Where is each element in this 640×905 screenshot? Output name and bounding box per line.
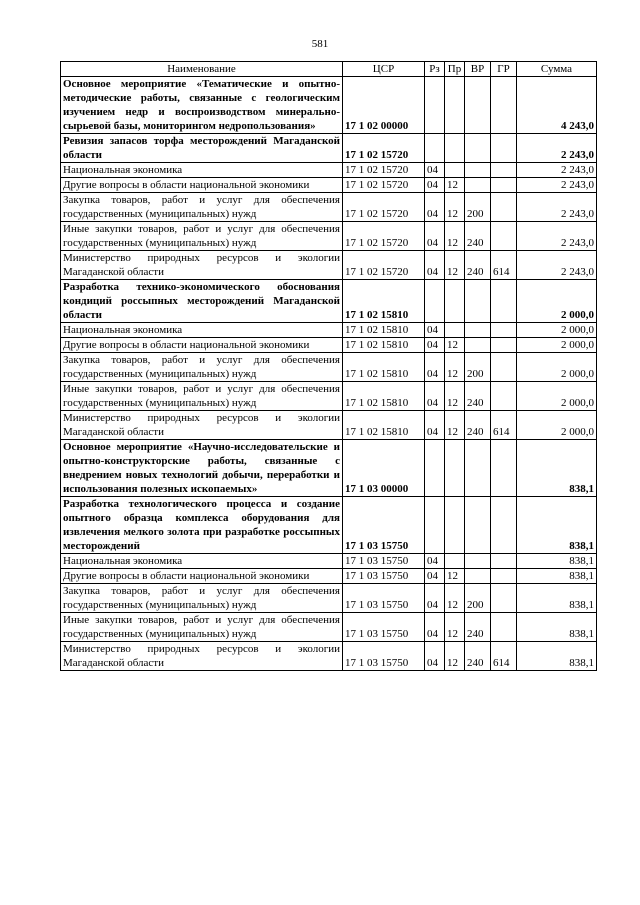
cell-name: Национальная экономика <box>61 554 343 569</box>
cell-pr <box>445 134 465 163</box>
cell-vr <box>465 163 491 178</box>
cell-name: Министерство природных ресурсов и экологии Магаданской области <box>61 411 343 440</box>
cell-sum: 2 243,0 <box>517 134 597 163</box>
cell-rz: 04 <box>425 569 445 584</box>
cell-name: Другие вопросы в области национальной экономики <box>61 338 343 353</box>
cell-sum: 2 243,0 <box>517 178 597 193</box>
cell-pr <box>445 323 465 338</box>
cell-gr: 614 <box>491 411 517 440</box>
cell-gr <box>491 178 517 193</box>
cell-csr: 17 1 02 00000 <box>343 77 425 134</box>
cell-vr: 240 <box>465 613 491 642</box>
cell-rz: 04 <box>425 163 445 178</box>
cell-rz <box>425 77 445 134</box>
cell-gr <box>491 163 517 178</box>
cell-gr <box>491 134 517 163</box>
cell-name: Иные закупки товаров, работ и услуг для обеспечения государственных (муниципальных) нужд <box>61 382 343 411</box>
cell-csr: 17 1 03 15750 <box>343 642 425 671</box>
page-number: 581 <box>311 38 329 50</box>
cell-sum: 838,1 <box>517 642 597 671</box>
cell-vr: 240 <box>465 222 491 251</box>
cell-rz: 04 <box>425 178 445 193</box>
cell-csr: 17 1 02 15810 <box>343 382 425 411</box>
cell-rz: 04 <box>425 222 445 251</box>
cell-gr <box>491 222 517 251</box>
cell-rz: 04 <box>425 338 445 353</box>
cell-csr: 17 1 03 15750 <box>343 497 425 554</box>
cell-csr: 17 1 02 15720 <box>343 163 425 178</box>
cell-sum: 2 000,0 <box>517 323 597 338</box>
cell-gr <box>491 77 517 134</box>
table-row <box>61 642 597 671</box>
cell-gr: 614 <box>491 251 517 280</box>
cell-csr: 17 1 02 15810 <box>343 338 425 353</box>
cell-csr: 17 1 02 15810 <box>343 353 425 382</box>
cell-gr <box>491 569 517 584</box>
cell-sum: 2 000,0 <box>517 353 597 382</box>
cell-pr <box>445 440 465 497</box>
cell-gr <box>491 382 517 411</box>
table-body <box>61 77 597 671</box>
cell-rz <box>425 280 445 323</box>
header-row <box>61 62 597 77</box>
header-sum: Сумма <box>517 62 597 77</box>
cell-vr: 200 <box>465 193 491 222</box>
table-row <box>61 163 597 178</box>
header-vr: ВР <box>465 62 491 77</box>
cell-gr <box>491 584 517 613</box>
cell-vr: 200 <box>465 584 491 613</box>
cell-vr <box>465 77 491 134</box>
cell-name: Основное мероприятие «Тематические и опытно-методические работы, связанные с геологическим изучением недр и воспроизводством минерально-сырьевой базы, мониторингом недропользования» <box>61 77 343 134</box>
cell-name: Министерство природных ресурсов и экологии Магаданской области <box>61 251 343 280</box>
cell-sum: 838,1 <box>517 584 597 613</box>
cell-pr: 12 <box>445 613 465 642</box>
table-row <box>61 251 597 280</box>
cell-gr <box>491 440 517 497</box>
table-row <box>61 222 597 251</box>
cell-gr <box>491 338 517 353</box>
cell-name: Ревизия запасов торфа месторождений Магаданской области <box>61 134 343 163</box>
cell-pr: 12 <box>445 338 465 353</box>
table-row <box>61 77 597 134</box>
header-name: Наименование <box>61 62 343 77</box>
cell-pr: 12 <box>445 222 465 251</box>
cell-rz: 04 <box>425 411 445 440</box>
cell-vr <box>465 323 491 338</box>
cell-rz <box>425 134 445 163</box>
cell-csr: 17 1 02 15720 <box>343 134 425 163</box>
cell-sum: 838,1 <box>517 569 597 584</box>
table-row <box>61 134 597 163</box>
cell-vr <box>465 440 491 497</box>
cell-rz <box>425 497 445 554</box>
cell-sum: 838,1 <box>517 497 597 554</box>
cell-name: Национальная экономика <box>61 163 343 178</box>
cell-pr <box>445 497 465 554</box>
cell-vr: 200 <box>465 353 491 382</box>
cell-name: Иные закупки товаров, работ и услуг для обеспечения государственных (муниципальных) нужд <box>61 613 343 642</box>
cell-sum: 2 000,0 <box>517 280 597 323</box>
cell-pr: 12 <box>445 382 465 411</box>
header-pr: Пр <box>445 62 465 77</box>
cell-rz: 04 <box>425 193 445 222</box>
cell-gr <box>491 193 517 222</box>
cell-csr: 17 1 03 00000 <box>343 440 425 497</box>
cell-gr <box>491 613 517 642</box>
cell-vr <box>465 134 491 163</box>
cell-sum: 4 243,0 <box>517 77 597 134</box>
table-row <box>61 382 597 411</box>
cell-pr <box>445 163 465 178</box>
cell-name: Министерство природных ресурсов и экологии Магаданской области <box>61 642 343 671</box>
cell-csr: 17 1 02 15720 <box>343 222 425 251</box>
cell-rz: 04 <box>425 353 445 382</box>
table-row <box>61 193 597 222</box>
cell-gr <box>491 280 517 323</box>
cell-name: Другие вопросы в области национальной экономики <box>61 569 343 584</box>
cell-vr <box>465 569 491 584</box>
cell-vr <box>465 554 491 569</box>
cell-csr: 17 1 02 15720 <box>343 193 425 222</box>
header-rz: Рз <box>425 62 445 77</box>
cell-csr: 17 1 02 15810 <box>343 411 425 440</box>
cell-name: Национальная экономика <box>61 323 343 338</box>
table-row <box>61 280 597 323</box>
cell-sum: 2 000,0 <box>517 411 597 440</box>
cell-pr: 12 <box>445 411 465 440</box>
cell-vr <box>465 280 491 323</box>
cell-sum: 838,1 <box>517 613 597 642</box>
cell-gr <box>491 353 517 382</box>
budget-table <box>60 61 597 671</box>
cell-csr: 17 1 03 15750 <box>343 584 425 613</box>
cell-pr: 12 <box>445 251 465 280</box>
cell-name: Разработка технологического процесса и создание опытного образца комплекса оборудования для извлечения мелкого золота при разработке россыпных месторождений <box>61 497 343 554</box>
cell-csr: 17 1 03 15750 <box>343 569 425 584</box>
cell-rz: 04 <box>425 251 445 280</box>
cell-csr: 17 1 02 15720 <box>343 178 425 193</box>
cell-rz: 04 <box>425 382 445 411</box>
cell-gr <box>491 554 517 569</box>
table-row <box>61 338 597 353</box>
table-row <box>61 569 597 584</box>
cell-pr: 12 <box>445 178 465 193</box>
cell-csr: 17 1 02 15810 <box>343 323 425 338</box>
cell-name: Основное мероприятие «Научно-исследовательские и опытно-конструкторские работы, связанные с внедрением новых технологий добычи, переработки и использования полезных ископаемых» <box>61 440 343 497</box>
cell-rz <box>425 440 445 497</box>
cell-sum: 2 243,0 <box>517 163 597 178</box>
cell-vr: 240 <box>465 642 491 671</box>
table-row <box>61 613 597 642</box>
cell-sum: 2 243,0 <box>517 193 597 222</box>
cell-sum: 2 000,0 <box>517 382 597 411</box>
cell-rz: 04 <box>425 323 445 338</box>
cell-pr: 12 <box>445 353 465 382</box>
cell-rz: 04 <box>425 613 445 642</box>
cell-pr <box>445 280 465 323</box>
cell-sum: 838,1 <box>517 440 597 497</box>
cell-name: Закупка товаров, работ и услуг для обеспечения государственных (муниципальных) нужд <box>61 353 343 382</box>
cell-vr: 240 <box>465 382 491 411</box>
table-row <box>61 584 597 613</box>
cell-csr: 17 1 03 15750 <box>343 613 425 642</box>
cell-name: Закупка товаров, работ и услуг для обеспечения государственных (муниципальных) нужд <box>61 193 343 222</box>
table-row <box>61 353 597 382</box>
table-row <box>61 411 597 440</box>
cell-gr <box>491 497 517 554</box>
cell-gr: 614 <box>491 642 517 671</box>
cell-sum: 2 000,0 <box>517 338 597 353</box>
cell-name: Иные закупки товаров, работ и услуг для обеспечения государственных (муниципальных) нужд <box>61 222 343 251</box>
cell-sum: 2 243,0 <box>517 251 597 280</box>
cell-vr: 240 <box>465 251 491 280</box>
cell-vr <box>465 338 491 353</box>
cell-pr: 12 <box>445 569 465 584</box>
cell-name: Другие вопросы в области национальной экономики <box>61 178 343 193</box>
cell-csr: 17 1 03 15750 <box>343 554 425 569</box>
cell-csr: 17 1 02 15810 <box>343 280 425 323</box>
table-row <box>61 323 597 338</box>
cell-rz: 04 <box>425 584 445 613</box>
cell-pr: 12 <box>445 642 465 671</box>
cell-pr <box>445 77 465 134</box>
table-row <box>61 440 597 497</box>
cell-rz: 04 <box>425 642 445 671</box>
cell-name: Разработка технико-экономического обоснования кондиций россыпных месторождений Магаданской области <box>61 280 343 323</box>
cell-pr <box>445 554 465 569</box>
cell-pr: 12 <box>445 193 465 222</box>
cell-pr: 12 <box>445 584 465 613</box>
cell-name: Закупка товаров, работ и услуг для обеспечения государственных (муниципальных) нужд <box>61 584 343 613</box>
cell-sum: 838,1 <box>517 554 597 569</box>
cell-vr <box>465 497 491 554</box>
header-gr: ГР <box>491 62 517 77</box>
cell-csr: 17 1 02 15720 <box>343 251 425 280</box>
table-row <box>61 497 597 554</box>
cell-vr: 240 <box>465 411 491 440</box>
cell-gr <box>491 323 517 338</box>
cell-rz: 04 <box>425 554 445 569</box>
header-csr: ЦСР <box>343 62 425 77</box>
table-row <box>61 178 597 193</box>
cell-vr <box>465 178 491 193</box>
table-row <box>61 554 597 569</box>
cell-sum: 2 243,0 <box>517 222 597 251</box>
